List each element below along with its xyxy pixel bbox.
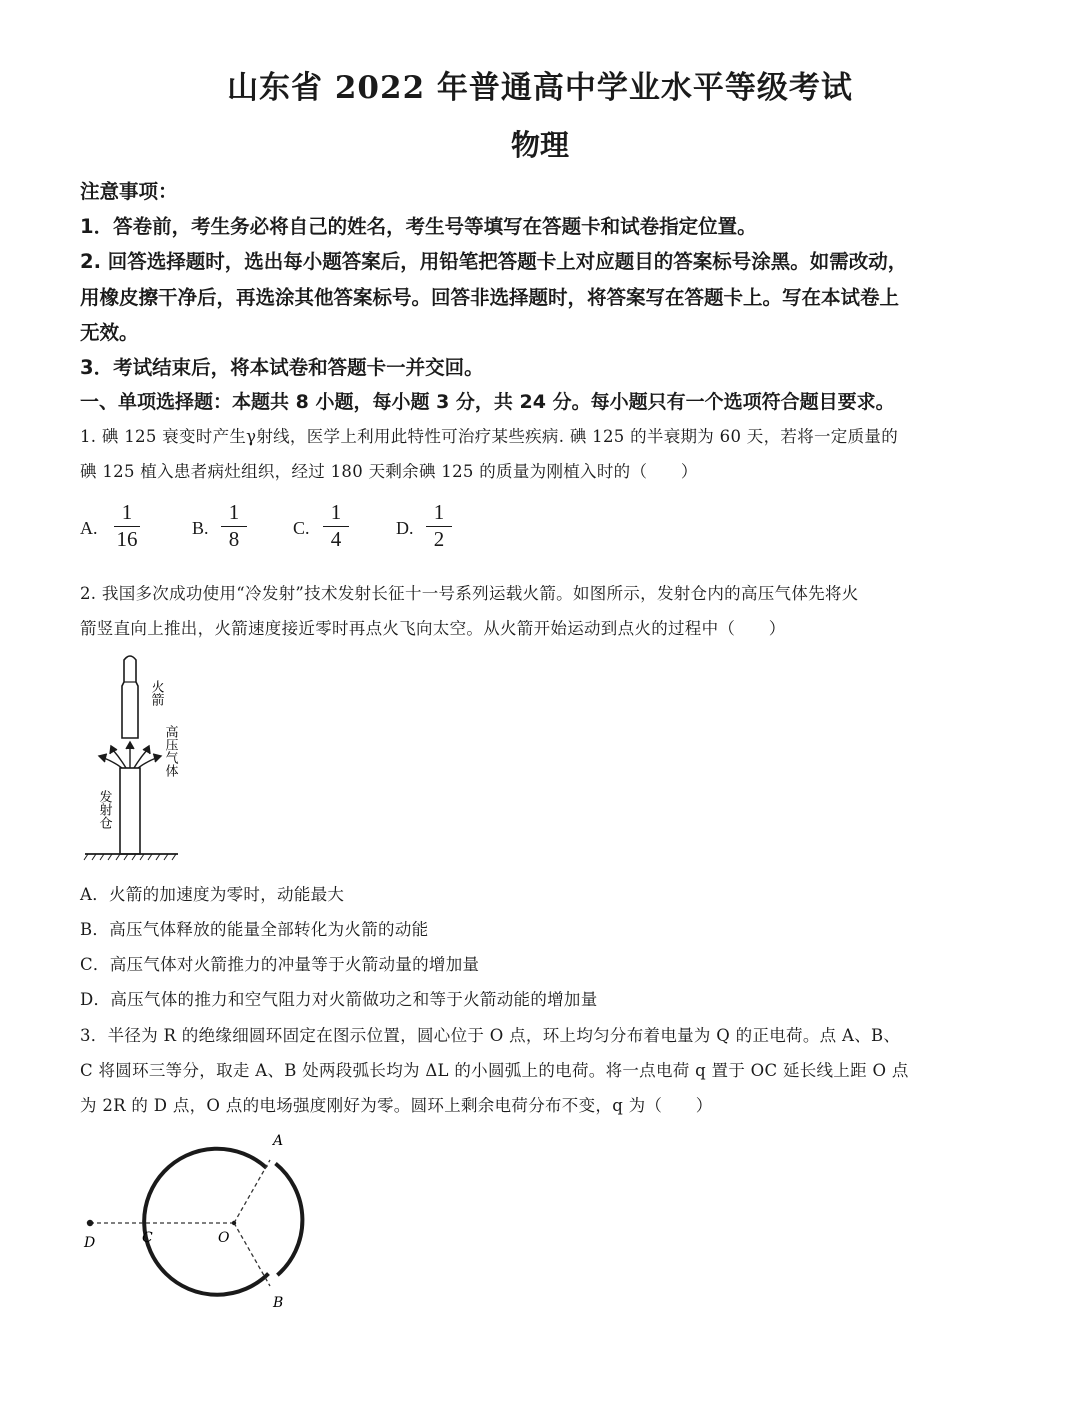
launch-silo — [120, 768, 140, 854]
q1-option-c-numerator: 1 — [330, 500, 342, 524]
label-rocket: 火箭 — [148, 680, 164, 706]
q1-option-d-label: D. — [396, 518, 414, 538]
label-o: O — [218, 1230, 230, 1246]
q2-option-a: A．火箭的加速度为零时，动能最大 — [80, 885, 345, 904]
q3-line-1: 3．半径为 R 的绝缘细圆环固定在图示位置，圆心位于 O 点，环上均匀分布着电量为 Q 的正电荷。点 A、B、 — [80, 1026, 901, 1045]
ring-arc-left — [144, 1149, 268, 1295]
subject-title: 物理 — [510, 128, 569, 162]
notice-item-3: 3．考试结束后，将本试卷和答题卡一并交回。 — [80, 356, 484, 379]
q1-option-a-numerator: 1 — [121, 500, 133, 524]
notice-item-2-line-1: 2. 回答选择题时，选出每小题答案后，用铅笔把答题卡上对应题目的答案标号涂黑。如需改动， — [80, 250, 908, 273]
rocket-launch-figure — [80, 650, 190, 862]
exam-title: 山东省 2022 年普通高中学业水平等级考试 — [227, 70, 853, 106]
q1-line-1: 1. 碘 125 衰变时产生γ射线，医学上利用此特性可治疗某些疾病. 碘 125 的半衰期为 60 天，若将一定质量的 — [80, 427, 898, 446]
q2-option-b: B．高压气体释放的能量全部转化为火箭的动能 — [80, 920, 429, 939]
notice-item-2-line-3: 无效。 — [80, 321, 139, 344]
rocket-body — [122, 656, 138, 738]
q1-option-a-fraction — [112, 500, 142, 552]
section-1-heading: 一、单项选择题：本题共 8 小题，每小题 3 分，共 24 分。每小题只有一个选项符合题目要求。 — [80, 391, 895, 413]
q2-option-d: D．高压气体的推力和空气阻力对火箭做功之和等于火箭动能的增加量 — [80, 990, 598, 1009]
q1-option-b-fraction — [219, 500, 249, 552]
q3-line-2: C 将圆环三等分，取走 A、B 处两段弧长均为 ΔL 的小圆弧上的电荷。将一点电荷 q 置于 OC 延长线上距 O 点 — [80, 1061, 909, 1080]
q1-line-2: 碘 125 植入患者病灶组织，经过 180 天剩余碘 125 的质量为刚植入时的（ ） — [80, 462, 698, 481]
label-d: D — [84, 1235, 96, 1251]
radius-oa — [234, 1160, 270, 1223]
notice-item-1: 1．答卷前，考生务必将自己的姓名，考生号等填写在答题卡和试卷指定位置。 — [80, 215, 757, 238]
label-gas: 高压气体 — [162, 725, 178, 777]
q2-option-c: C．高压气体对火箭推力的冲量等于火箭动量的增加量 — [80, 955, 480, 974]
label-a: A — [273, 1133, 284, 1149]
q1-option-b-numerator: 1 — [228, 500, 240, 524]
q1-option-c-denominator: 4 — [330, 527, 342, 551]
label-c: C — [142, 1230, 153, 1246]
q1-option-d-denominator: 2 — [433, 527, 445, 551]
ground-hatching — [84, 854, 176, 860]
label-silo: 发射仓 — [96, 790, 112, 829]
q1-option-d-numerator: 1 — [433, 500, 445, 524]
q1-option-b-denominator: 8 — [228, 527, 240, 551]
q3-line-3: 为 2R 的 D 点，O 点的电场强度刚好为零。圆环上剩余电荷分布不变，q 为（ ） — [80, 1096, 713, 1115]
q1-option-a-label: A. — [80, 518, 98, 538]
label-b: B — [273, 1295, 284, 1311]
notice-heading: 注意事项： — [80, 180, 178, 203]
q1-option-d-fraction — [424, 500, 454, 552]
q1-option-c-label: C. — [293, 518, 310, 538]
ring-arc-right — [276, 1164, 303, 1276]
q2-line-1: 2. 我国多次成功使用“冷发射”技术发射长征十一号系列运载火箭。如图所示，发射仓内的高压气体先将火 — [80, 584, 859, 603]
point-d — [87, 1220, 93, 1226]
q1-option-c-fraction — [321, 500, 351, 552]
charged-ring-figure — [70, 1125, 330, 1325]
point-o — [232, 1221, 236, 1225]
q1-option-b-label: B. — [192, 518, 209, 538]
q2-line-2: 箭竖直向上推出，火箭速度接近零时再点火飞向太空。从火箭开始运动到点火的过程中（ ） — [80, 619, 786, 638]
gas-arrows — [99, 742, 161, 768]
notice-item-2-line-2: 用橡皮擦干净后，再选涂其他答案标号。回答非选择题时，将答案写在答题卡上。写在本试卷上 — [80, 286, 900, 309]
q1-option-a-denominator: 16 — [116, 527, 138, 551]
